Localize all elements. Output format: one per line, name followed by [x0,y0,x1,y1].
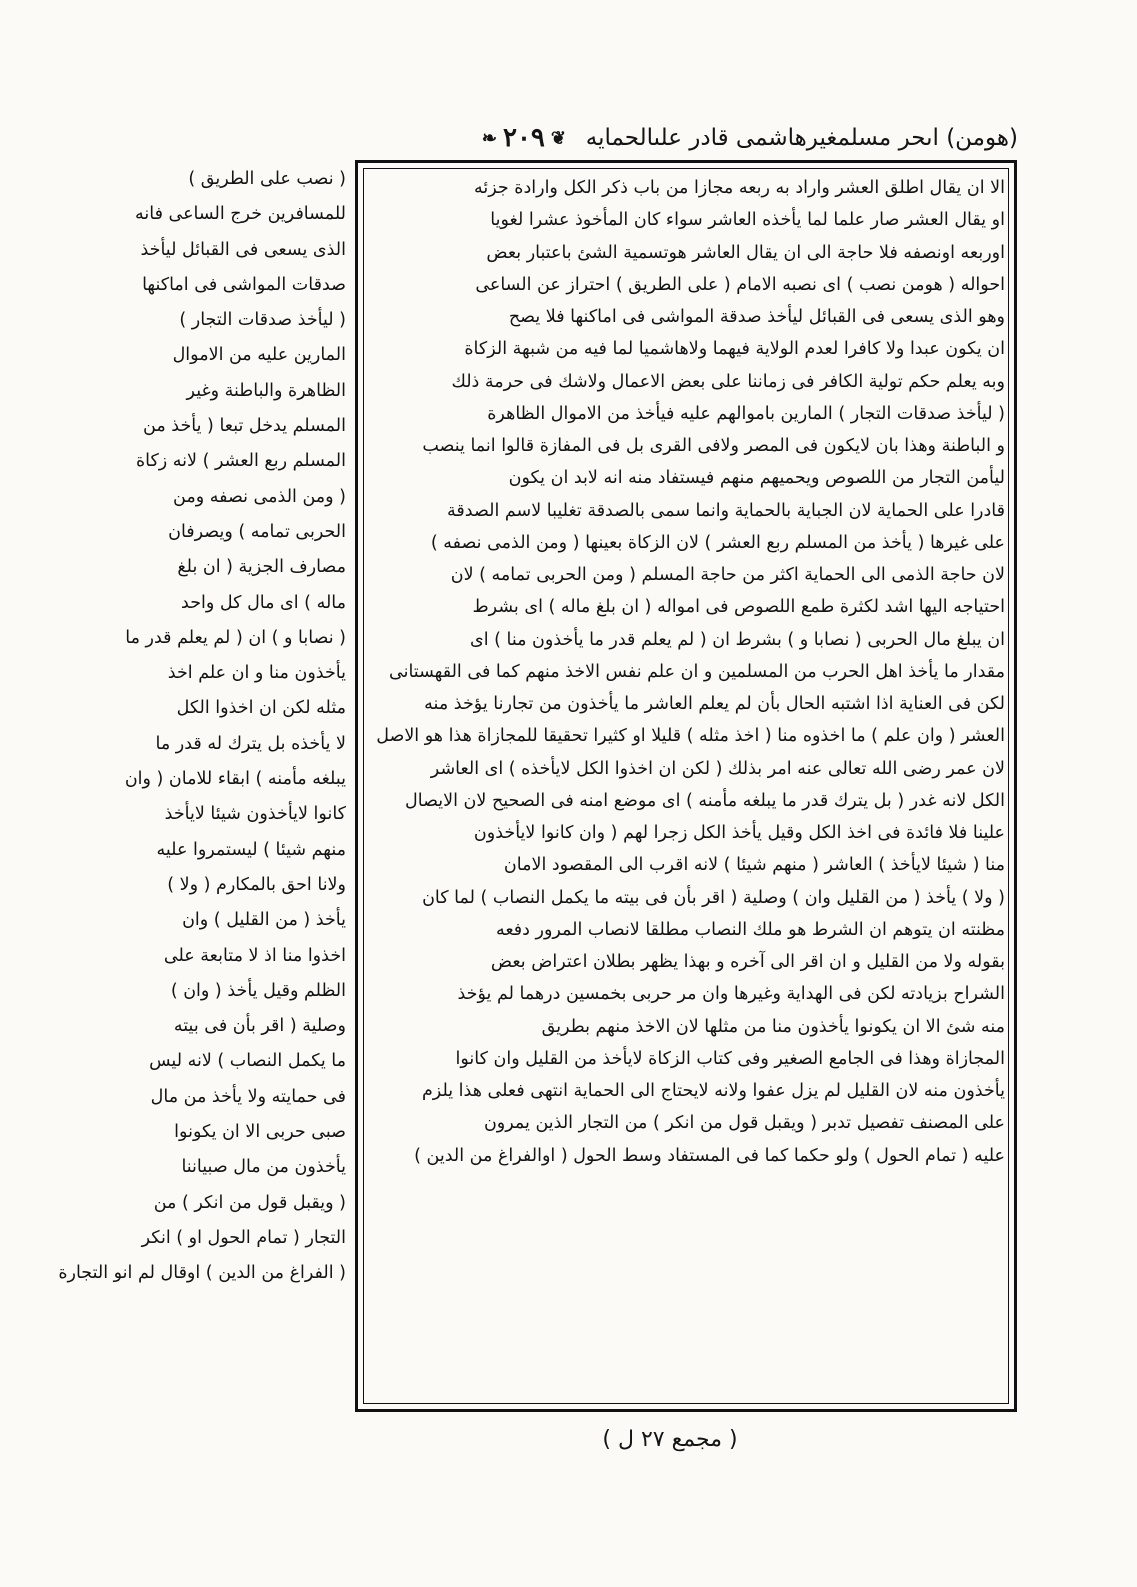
page-number: ٢٠٩ [503,123,545,153]
margin-line: المارين عليه من الاموال [172,345,346,366]
margin-line: اخذوا منا اذ لا متابعة على [163,945,346,966]
margin-line: وصلية ( اقر بأن فى بيته [173,1016,346,1037]
footer-signature: ( مجمع ٢٧ ل ) [602,1427,738,1452]
margin-line: يأخذون منا و ان علم اخذ [167,663,346,684]
text-line: قادرا على الحماية لان الجباية بالحماية وانما سمى بالصدقة تغليبا لاسم الصدقة [447,500,1005,521]
margin-line: صبى حربى الا ان يكونوا [174,1122,346,1143]
ornament-right-icon: ❧ [481,127,497,149]
text-line: منا ( شيئا لايأخذ ) العاشر ( منهم شيئا ) لانه اقرب الى المقصود الامان [503,855,1005,876]
margin-line: مثله لكن ان اخذوا الكل [176,698,346,719]
text-line: المجازاة وهذا فى الجامع الصغير وفى كتاب الزكاة لايأخذ من القليل وان كانوا [455,1048,1005,1069]
text-line: لان عمر رضى الله تعالى عنه امر بذلك ( لكن ان اخذوا الكل لايأخذه ) اى العاشر [430,758,1005,779]
text-line: على المصنف تفصيل تدبر ( ويقبل قول من انكر ) من التجار الذين يمرون [483,1113,1005,1134]
text-line: وبه يعلم حكم تولية الكافر فى زماننا على بعض الاعمال ولاشك فى حرمة ذلك [451,371,1005,392]
text-line: الكل لانه غدر ( بل يترك قدر ما يبلغه مأمنه ) اى موضع امنه فى الصحيح لان الايصال [405,790,1005,811]
text-line: يأخذون منه لان القليل لم يزل عفوا ولانه لايحتاج الى الحماية انتهى فعلى هذا يلزم [421,1081,1005,1101]
text-line: بقوله ولا من القليل و ان اقر الى آخره و بهذا يظهر بطلان اعتراض بعض [490,952,1005,972]
margin-line: ( ويقبل قول من انكر ) من [153,1192,346,1213]
margin-line: المسلم ربع العشر ) لانه زكاة [135,451,346,472]
text-line: احتياجه اليها اشد لكثرة طمع اللصوص فى امواله ( ان بلغ ماله ) اى بشرط [472,597,1005,618]
margin-line: للمسافرين خرج الساعى فانه [135,204,346,225]
text-line: وهو الذى يسعى فى القبائل ليأخذ صدقة المواشى فى اماكنها فلا يصح [508,307,1005,327]
margin-line: كانوا لايأخذون شيئا لايأخذ [164,804,346,825]
text-line: او يقال العشر صار علما لما يأخذه العاشر سواء كان المأخوذ عشرا لغويا [490,210,1005,231]
page-number-block [482,123,566,153]
margin-line: يأخذ ( من القليل ) وان [182,910,346,931]
text-line: ان يكون عبدا ولا كافرا لعدم الولاية فيهما ولاهاشميا لما فيه من شبهة الزكاة [464,339,1005,360]
margin-line: الظلم وقيل يأخذ ( وان ) [170,980,346,1001]
text-line: منه شئ الا ان يكونوا يأخذون منا من مثلها لان الاخذ منهم بطريق [541,1016,1005,1037]
text-line: و الباطنة وهذا بان لايكون فى المصر ولافى القرى بل فى المفازة قالوا انما ينصب [422,436,1005,456]
text-line: لان حاجة الذمى الى الحماية اكثر من حاجة المسلم ( ومن الحربى تمامه ) لان [450,565,1005,585]
page-header [118,118,1018,158]
margin-line: المسلم يدخل تبعا ( يأخذ من [143,416,346,437]
margin-line: فى حمايته ولا يأخذ من مال [150,1086,346,1107]
text-line: لكن فى العناية اذا اشتبه الحال بأن لم يعلم العاشر ما يأخذون من تجارنا يؤخذ منه [424,694,1005,714]
margin-line: الحربى تمامه ) ويصرفان [168,521,346,542]
margin-line: ( ليأخذ صدقات التجار ) [179,310,346,331]
margin-line: صدقات المواشى فى اماكنها [142,274,346,295]
margin-line: الذى يسعى فى القبائل ليأخذ [140,239,346,260]
text-line: ( ولا ) يأخذ ( من القليل وان ) وصلية ( اقر بأن فى بيته ما يكمل النصاب ) لما كان [422,887,1005,908]
text-line: مظنته ان يتوهم ان الشرط هو ملك النصاب مطلقا لانصاب المرور دفعه [495,919,1005,940]
text-line: مقدار ما يأخذ اهل الحرب من المسلمين و ان علم نفس الاخذ منهم كما فى القهستانى [389,661,1005,682]
margin-line: ولانا احق بالمكارم ( ولا ) [167,874,346,895]
text-line: ( ليأخذ صدقات التجار ) المارين باموالهم عليه فيأخذ من الاموال الظاهرة [487,403,1005,424]
margin-line: يبلغه مأمنه ) ابقاء للامان ( وان [124,769,346,790]
margin-line: ( نصابا و ) ان ( لم يعلم قدر ما [125,627,346,648]
text-line: ان يبلغ مال الحربى ( نصابا و ) بشرط ان ( لم يعلم قدر ما يأخذون منا ) اى [470,629,1005,650]
text-line: ليأمن التجار من اللصوص ويحميهم منهم فيستفاد منه انه لابد ان يكون [508,468,1005,489]
margin-line: ( ومن الذمى نصفه ومن [173,486,346,507]
text-line: اوربعه اونصفه فلا حاجة الى ان يقال العاشر هوتسمية الشئ باعتبار بعض [486,242,1005,263]
text-line: عليه ( تمام الحول ) ولو حكما كما فى المستفاد وسط الحول ( اوالفراغ من الدين ) [414,1145,1005,1166]
margin-line: ( الفراغ من الدين ) اوقال لم انو التجارة [58,1263,346,1284]
margin-line: الظاهرة والباطنة وغير [186,380,346,401]
margin-line: منهم شيئا ) ليستمروا عليه [156,839,346,860]
margin-line: التجار ( تمام الحول او ) انكر [141,1227,346,1248]
text-line: احواله ( هومن نصب ) اى نصبه الامام ( على الطريق ) احتراز عن الساعى [475,274,1005,295]
margin-line: يأخذون من مال صبياننا [181,1157,346,1178]
text-line: علينا فلا فائدة فى اخذ الكل وقيل يأخذ الكل زجرا لهم ( وان كانوا لايأخذون [473,823,1005,843]
margin-line: ما يكمل النصاب ) لانه ليس [149,1051,346,1072]
margin-line: ( نصب على الطريق ) [188,169,346,189]
margin-line: مصارف الجزية ( ان بلغ [177,557,346,578]
main-text-column [365,172,1005,1404]
header-running-line: (هومن) اىحر مسلمغيرهاشمى قادر علىالحمايه [585,125,1018,151]
margin-line: لا يأخذه بل يترك له قدر ما [155,733,346,754]
text-line: الشراح بزيادته لكن فى الهداية وغيرها وان مر حربى بخمسين درهما لم يؤخذ [457,984,1005,1005]
text-line: الا ان يقال اطلق العشر واراد به ربعه مجازا من باب ذكر الكل وارادة جزئه [474,178,1005,198]
ornament-left-icon: ❦ [550,127,566,149]
text-line: العشر ( وان علم ) ما اخذوه منا ( اخذ مثله ) قليلا او كثيرا تحقيقا للمجازاة هذا هو الاصل [376,726,1005,747]
text-line: على غيرها ( يأخذ من المسلم ربع العشر ) لان الزكاة بعينها ( ومن الذمى نصفه ) [430,532,1005,553]
margin-text-column [58,162,346,1438]
margin-line: ماله ) اى مال كل واحد [181,592,346,613]
